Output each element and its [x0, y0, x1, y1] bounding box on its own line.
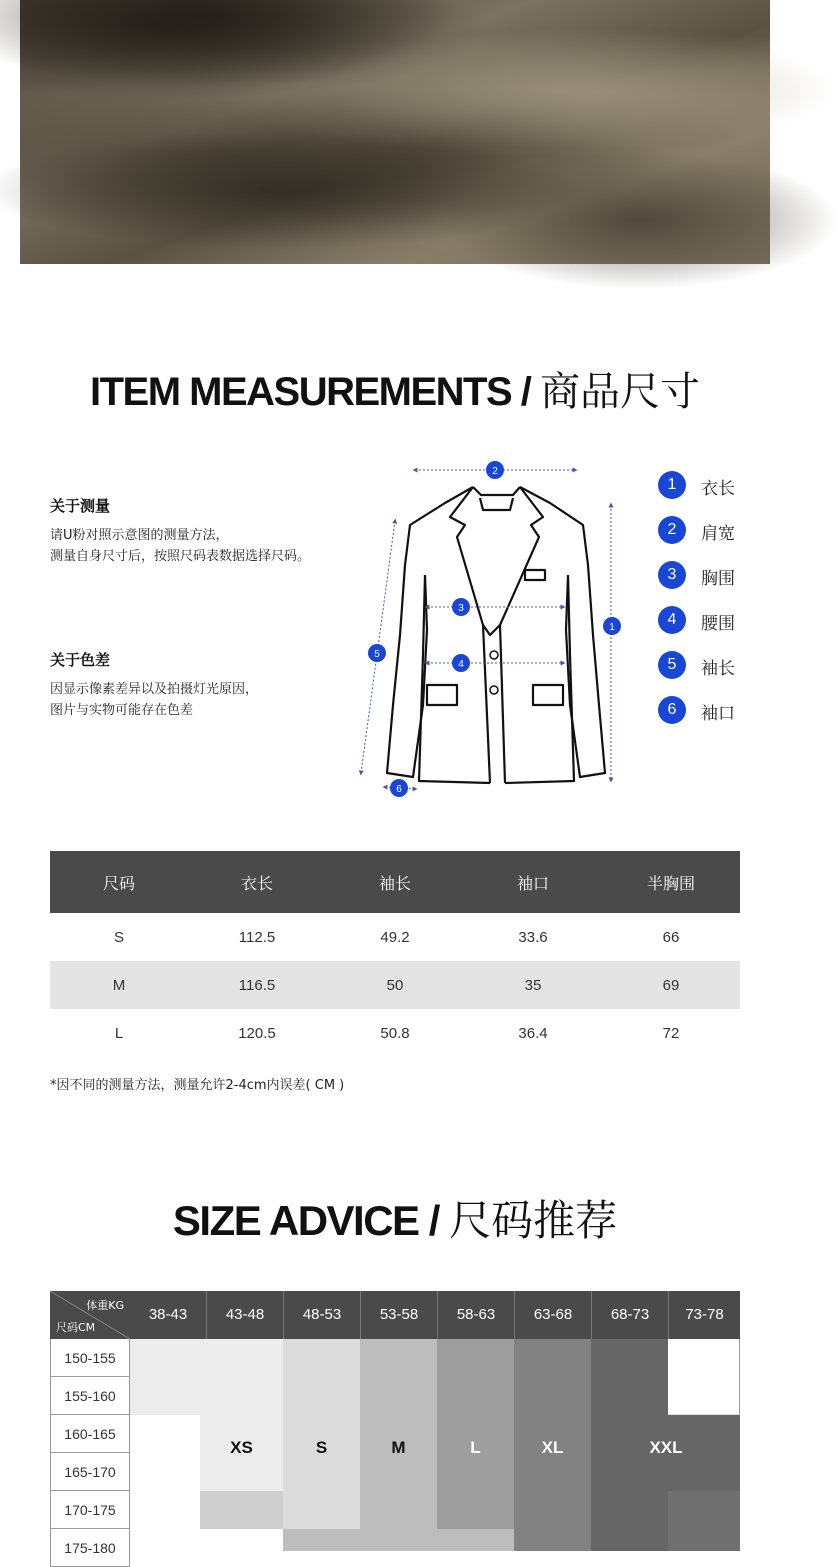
- legend-item: [658, 651, 768, 681]
- weight-col-header: 43-48: [206, 1291, 283, 1339]
- legend-item: [658, 471, 768, 501]
- table-row: [50, 1009, 740, 1057]
- table-cell: 35: [464, 961, 602, 1009]
- table-header: 袖口: [464, 851, 602, 913]
- legend-number: 1: [658, 471, 686, 499]
- about-measure-heading: 关于测量: [50, 497, 111, 515]
- table-cell: M: [50, 961, 188, 1009]
- legend-number: 5: [658, 651, 686, 679]
- about-color-heading: 关于色差: [50, 651, 111, 669]
- size-label-l: L: [470, 1438, 481, 1457]
- corner-height-label: 尺码CM: [56, 1321, 96, 1334]
- legend-number: 3: [658, 561, 686, 589]
- size-label-xs: XS: [230, 1438, 253, 1457]
- legend-item: [658, 561, 768, 591]
- weight-col-header: 58-63: [437, 1291, 514, 1339]
- weight-col-header: 53-58: [360, 1291, 437, 1339]
- weight-col-header: 48-53: [283, 1291, 360, 1339]
- table-cell: 33.6: [518, 928, 548, 946]
- jacket-diagram: [355, 455, 625, 805]
- size-label-xl: XL: [541, 1438, 564, 1457]
- size-label-s: S: [315, 1438, 328, 1457]
- table-cell: 50: [326, 961, 464, 1009]
- legend-label: 袖长: [701, 659, 735, 679]
- legend-item: [658, 606, 768, 636]
- grid-corner: [50, 1291, 130, 1339]
- table-row: [50, 961, 740, 1009]
- size-region-m: [283, 1529, 360, 1551]
- table-header-row: [50, 851, 740, 913]
- measurements-title: ITEM MEASUREMENTS / 商品尺寸: [89, 369, 701, 415]
- table-row: [50, 913, 740, 961]
- height-row-label: 170-175: [50, 1491, 130, 1529]
- empty-cell: [130, 1415, 200, 1491]
- table-cell: L: [114, 1024, 124, 1042]
- table-header: 半胸围: [602, 851, 740, 913]
- size-region-s: [283, 1339, 360, 1529]
- about-color-text: 因显示像素差异以及拍摄灯光原因， 图片与实物可能存在色差: [50, 682, 259, 718]
- legend-label: 腰围: [701, 614, 735, 634]
- height-row-label: 160-165: [50, 1415, 130, 1453]
- height-row-label: 165-170: [50, 1453, 130, 1491]
- weight-col-header: 38-43: [130, 1291, 206, 1339]
- empty-cell: [668, 1339, 740, 1415]
- height-row-label: 175-180: [50, 1529, 130, 1567]
- size-label-xxl: XXL: [649, 1438, 683, 1457]
- table-cell: 112.5: [238, 928, 276, 946]
- about-measure-text: 请U粉对照示意图的测量方法， 测量自身尺寸后，按照尺码表数据选择尺码。: [50, 528, 311, 564]
- size-region-l: [437, 1339, 514, 1529]
- size-region-xxl: [668, 1491, 740, 1551]
- marker-2: 2: [492, 466, 498, 477]
- measurement-footnote: *因不同的测量方法，测量允许2-4cm内误差( CM ): [50, 1078, 345, 1093]
- table-header: 袖长: [326, 851, 464, 913]
- legend-item: [658, 516, 768, 546]
- size-label-m: M: [391, 1438, 406, 1457]
- table-cell: 69: [602, 961, 740, 1009]
- marker-6: 6: [396, 784, 402, 795]
- legend-label: 胸围: [701, 569, 735, 589]
- marker-4: 4: [458, 659, 464, 670]
- table-cell: 66: [662, 928, 680, 946]
- size-advice-title: SIZE ADVICE / 尺码推荐: [172, 1196, 618, 1245]
- legend-label: 衣长: [701, 479, 735, 499]
- weight-col-header: 73-78: [668, 1291, 740, 1339]
- size-advice-grid: [50, 1291, 740, 1556]
- fabric-photo: [20, 0, 770, 264]
- table-cell: 36.4: [518, 1024, 548, 1042]
- table-cell: 120.5: [238, 1024, 276, 1042]
- table-header: 尺码: [50, 851, 188, 913]
- legend-number: 4: [658, 606, 686, 634]
- empty-cell: [200, 1529, 283, 1551]
- height-row-label: 150-155: [50, 1339, 130, 1377]
- legend-label: 肩宽: [701, 524, 735, 544]
- legend-label: 袖口: [701, 704, 735, 724]
- marker-1: 1: [609, 622, 615, 633]
- legend-number: 6: [658, 696, 686, 724]
- marker-5: 5: [374, 649, 380, 660]
- weight-col-header: 63-68: [514, 1291, 591, 1339]
- marker-3: 3: [458, 603, 464, 614]
- corner-weight-label: 体重KG: [86, 1299, 124, 1312]
- size-region-m: [437, 1529, 514, 1551]
- table-header: 衣长: [188, 851, 326, 913]
- table-cell: 50.8: [380, 1024, 410, 1042]
- empty-cell: [130, 1491, 200, 1551]
- table-cell: 116.5: [188, 961, 326, 1009]
- legend-number: 2: [658, 516, 686, 544]
- legend-item: [658, 696, 768, 726]
- measurement-table: [50, 851, 740, 1057]
- height-row-label: 155-160: [50, 1377, 130, 1415]
- size-region-xs: [130, 1339, 283, 1415]
- weight-col-header: 68-73: [591, 1291, 668, 1339]
- table-cell: S: [113, 928, 124, 946]
- table-cell: 49.2: [380, 928, 410, 946]
- size-region-s: [200, 1491, 283, 1529]
- table-cell: 72: [662, 1024, 680, 1042]
